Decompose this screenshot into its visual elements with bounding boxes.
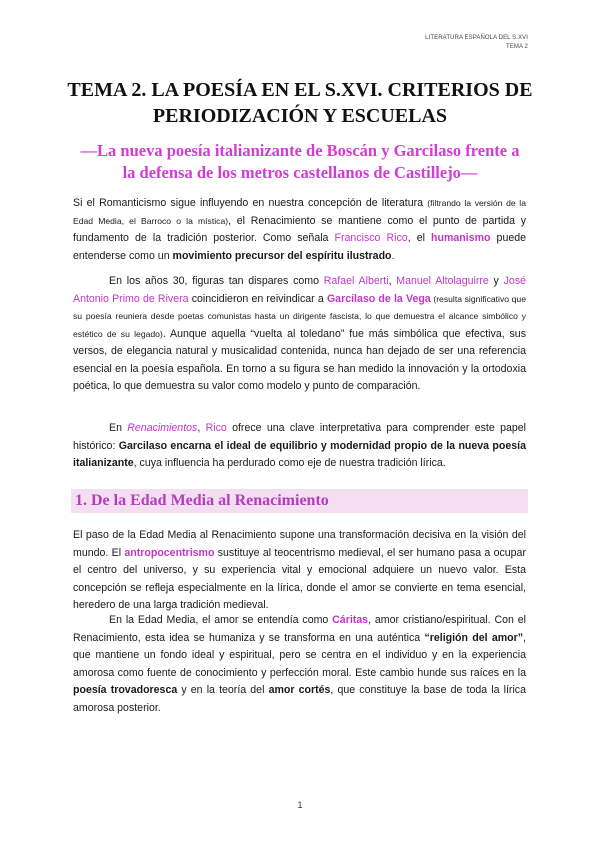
running-header [425,34,528,52]
term-humanismo: humanismo [431,232,491,244]
term-caritas: Cáritas [332,614,369,626]
book-renacimientos: Renacimientos [127,422,198,434]
section-paragraph-1: El paso de la Edad Media al Renacimiento supone una transformación decisiva en la visión del mundo. El antropocentrismo sustituye al teocentrismo medieval, el ser humano pasa a ocupar el centro del universo, y su experiencia vital y emocional adquiere un nuevo valor. Esta concepción se refleja especialmente en la lírica, donde el amor se convierte en tema esencial, heredero de una larga tradición medieval. [73,529,526,611]
name-rico: Rico [205,422,227,434]
subtitle-line-1: —La nueva poesía italianizante de Boscán y Garcilaso frente a [80,141,520,160]
section-heading-text: 1. De la Edad Media al Renacimiento [75,492,329,509]
intro-paragraph-3: En Renacimientos, Rico ofrece una clave interpretativa para comprender este papel histórico: Garcilaso encarna el ideal de equilibrio y modernidad propio de la nueva poesía italianizante, cuya influencia ha perdurado como eje de nuestra tradición lírica. [73,422,526,469]
page-title [60,77,540,129]
subtitle-line-2: la defensa de los metros castellanos de Castillejo— [122,163,478,182]
header-topic: TEMA 2 [506,44,528,50]
name-garcilaso: Garcilaso de la Vega [326,292,431,305]
page-subtitle [60,140,540,184]
title-line-1: TEMA 2. LA POESÍA EN EL S.XVI. CRITERIOS DE [67,79,533,101]
page-number: 1 [297,800,303,810]
section-heading-1 [71,489,528,513]
term-antropocentrismo: antropocentrismo [124,546,215,559]
title-line-2: PERIODIZACIÓN Y ESCUELAS [152,105,448,127]
header-course: LITERATURA ESPAÑOLA DEL S.XVI [425,35,528,41]
name-rafael-alberti: Rafael Alberti [323,275,389,287]
name-manuel-altolaguirre: Manuel Altolaguirre [396,275,489,287]
intro-paragraph-1: Si el Romanticismo sigue influyendo en nuestra concepción de literatura (filtrando la versión de la Edad Media, el Barroco o la mística), el Renacimiento se mantiene como el punto de partida y fundamento de la tradición posterior. Como señala Francisco Rico, el humanismo puede entenderse como un movimiento precursor del espíritu ilustrado. [73,197,527,262]
intro-paragraph-2: En los años 30, figuras tan dispares como Rafael Alberti, Manuel Altolaguirre y José Antonio Primo de Rivera coincidieron en reivindicar a Garcilaso de la Vega (resulta significativo que su poesía reuniera desde poetas comunistas hasta un dirigente fascista, lo que demuestra el alcance simbólico y estético de su legado). Aunque aquella “vuelta al toledano” fue más simbólica que efectiva, sus versos, de elegancia natural y musicalidad contenida, nunca han dejado de ser una referencia esencial en la poesía española. En torno a su figura se han medido la innovación y la ortodoxia poética, lo que demuestra su valor como modelo y punto de comparación. [73,275,527,392]
name-primo-de-rivera: José Antonio Primo de Rivera [73,275,527,305]
section-paragraph-2: En la Edad Media, el amor se entendía como Cáritas, amor cristiano/espiritual. Con el Renacimiento, esta idea se humaniza y se transforma en una auténtica “religión del amor”, que mantiene un fondo ideal y espiritual, pero se centra en el individuo y en la experiencia amorosa como fuente de conocimiento y perfección moral. Este cambio hunde sus raíces en la poesía trovadoresca y en la teoría del amor cortés, que constituye la base de toda la lírica amorosa posterior. [73,614,526,714]
link-francisco-rico: Francisco Rico [334,232,408,244]
